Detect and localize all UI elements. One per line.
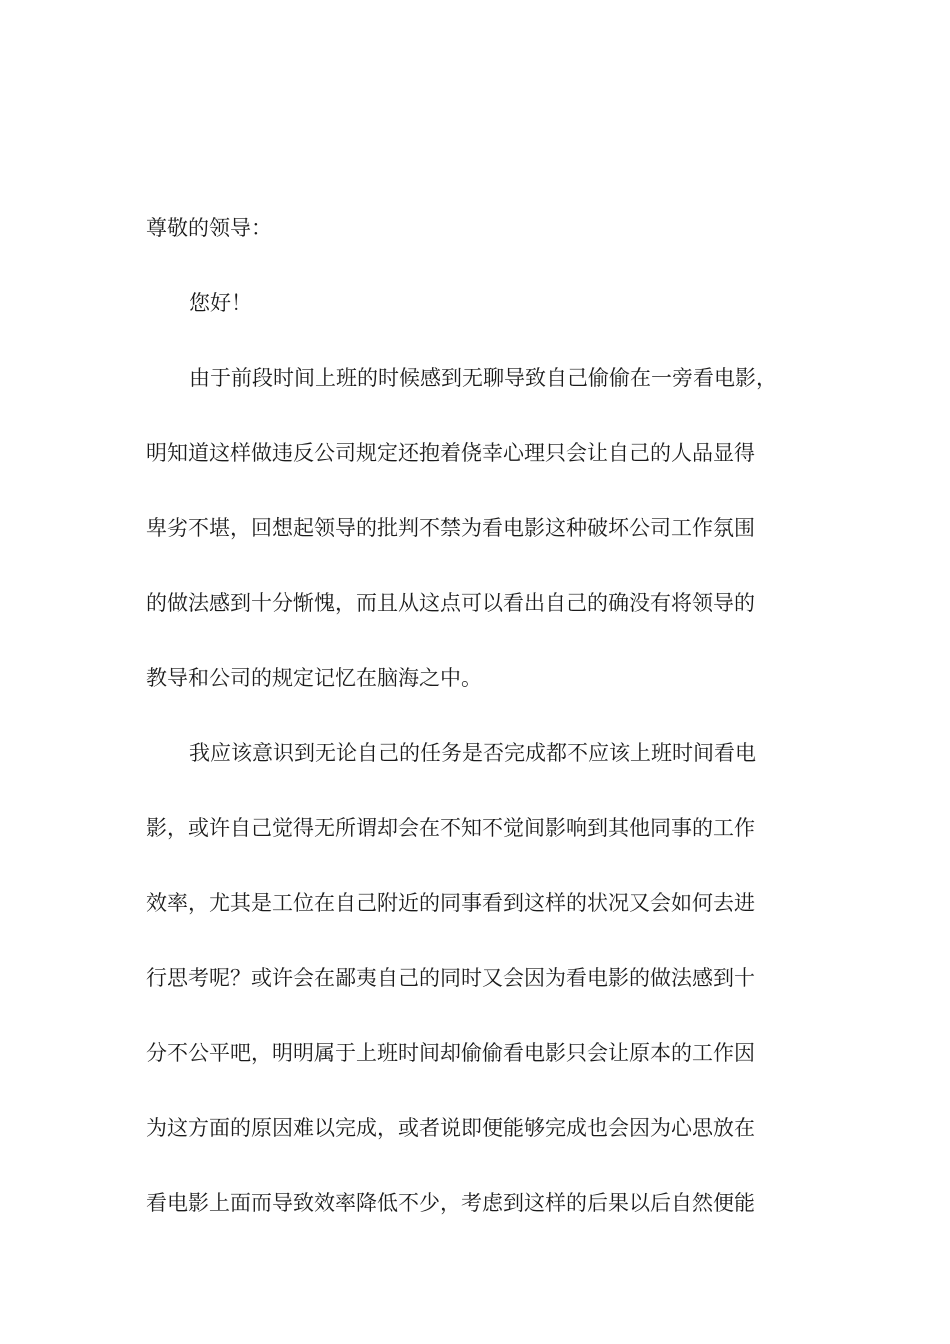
paragraph-2-line-6: 为这方面的原因难以完成，或者说即便能够完成也会因为心思放在 <box>146 1116 755 1140</box>
paragraph-1-line-1: 由于前段时间上班的时候感到无聊导致自己偷偷在一旁看电影， <box>189 366 777 390</box>
greeting: 您好！ <box>189 291 252 315</box>
letter-body <box>146 208 816 1258</box>
paragraph-1-line-3: 卑劣不堪，回想起领导的批判不禁为看电影这种破坏公司工作氛围 <box>146 516 755 540</box>
paragraph-2-line-7: 看电影上面而导致效率降低不少，考虑到这样的后果以后自然便能 <box>146 1191 755 1215</box>
paragraph-1-line-4: 的做法感到十分惭愧，而且从这点可以看出自己的确没有将领导的 <box>146 591 755 615</box>
paragraph-2-line-1: 我应该意识到无论自己的任务是否完成都不应该上班时间看电 <box>189 741 756 765</box>
paragraph-1-line-5: 教导和公司的规定记忆在脑海之中。 <box>146 666 482 690</box>
salutation: 尊敬的领导： <box>146 216 272 240</box>
paragraph-2-line-4: 行思考呢？或许会在鄙夷自己的同时又会因为看电影的做法感到十 <box>146 966 755 990</box>
paragraph-2-line-3: 效率，尤其是工位在自己附近的同事看到这样的状况又会如何去进 <box>146 891 755 915</box>
paragraph-2-line-5: 分不公平吧，明明属于上班时间却偷偷看电影只会让原本的工作因 <box>146 1041 755 1065</box>
paragraph-2-line-2: 影，或许自己觉得无所谓却会在不知不觉间影响到其他同事的工作 <box>146 816 755 840</box>
paragraph-1-line-2: 明知道这样做违反公司规定还抱着侥幸心理只会让自己的人品显得 <box>146 441 755 465</box>
